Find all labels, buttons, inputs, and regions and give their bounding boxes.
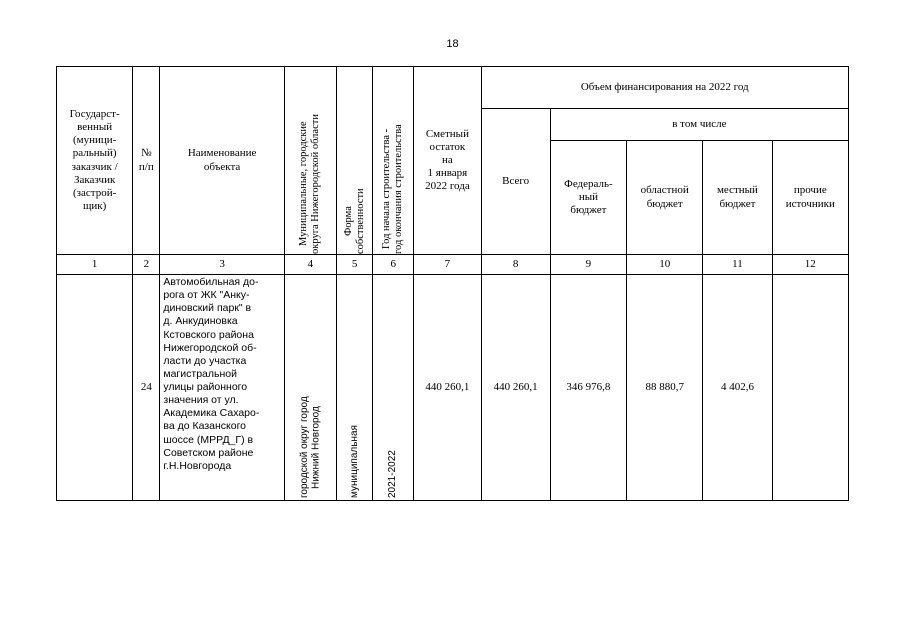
header-ownership-text: Форма собственности — [342, 187, 366, 254]
header-total: Всего — [481, 109, 550, 255]
column-number: 12 — [772, 255, 848, 275]
column-number: 2 — [133, 255, 160, 275]
column-number: 10 — [627, 255, 703, 275]
cell-customer — [57, 275, 133, 501]
column-number: 8 — [481, 255, 550, 275]
header-customer-text: Государст- венный (муници- pальный) заказчик / Заказчик (застрой- щик) — [69, 107, 120, 213]
header-object-name-text: Наименование объекта — [187, 147, 257, 173]
cell-municipality-text: городской округ город Нижний Новгород — [298, 395, 322, 498]
header-object-name — [160, 67, 284, 255]
cell-other — [772, 275, 848, 501]
header-estimate-balance — [414, 67, 481, 255]
header-other — [772, 141, 848, 255]
header-customer — [57, 67, 133, 255]
column-number: 6 — [373, 255, 414, 275]
header-number-text: № п/п — [138, 147, 154, 173]
cell-object-name: Автомобильная до- рога от ЖК "Анку- диновский парк" в д. Анкудиновка Кстовского района Нижегородской об- ласти до участка магистральной улицы районного значения от ул. Академика Сахаро- ва до Казанского шоссе (МРРД_Г) в Советском районе г.Н.Новгорода — [160, 275, 284, 501]
header-municipality — [284, 67, 336, 255]
header-funding-group: Объем финансирования на 2022 год — [481, 67, 848, 109]
header-regional-text: областной бюджет — [640, 184, 689, 210]
header-number — [133, 67, 160, 255]
column-number: 11 — [703, 255, 772, 275]
header-regional — [627, 141, 703, 255]
financing-table — [56, 66, 849, 501]
column-number: 5 — [337, 255, 373, 275]
header-local — [703, 141, 772, 255]
cell-municipality — [284, 275, 336, 501]
header-local-text: местный бюджет — [716, 184, 758, 210]
column-number: 9 — [550, 255, 626, 275]
column-number: 4 — [284, 255, 336, 275]
cell-total: 440 260,1 — [481, 275, 550, 501]
column-number: 1 — [57, 255, 133, 275]
header-municipality-text: Муниципальные, городские округа Нижегородской области — [298, 113, 322, 254]
cell-ownership — [337, 275, 373, 501]
header-years-text: Год начала строительства - год окончания строительства — [381, 123, 405, 254]
column-number-row — [57, 255, 849, 275]
table-row — [57, 275, 849, 501]
cell-years — [373, 275, 414, 501]
page-number: 18 — [446, 38, 459, 50]
column-number: 3 — [160, 255, 284, 275]
cell-number: 24 — [133, 275, 160, 501]
column-number: 7 — [414, 255, 481, 275]
cell-regional: 88 880,7 — [627, 275, 703, 501]
cell-years-text: 2021-2022 — [387, 449, 399, 498]
header-ownership — [337, 67, 373, 255]
cell-ownership-text: муниципальная — [348, 424, 360, 498]
cell-federal: 346 976,8 — [550, 275, 626, 501]
header-federal — [550, 141, 626, 255]
header-other-text: прочие источники — [785, 184, 835, 210]
header-including: в том числе — [550, 109, 848, 141]
header-years — [373, 67, 414, 255]
header-estimate-balance-text: Сметный остаток на 1 января 2022 года — [425, 127, 470, 193]
header-federal-text: Федераль- ный бюджет — [564, 177, 613, 217]
cell-local: 4 402,6 — [703, 275, 772, 501]
cell-estimate-balance: 440 260,1 — [414, 275, 481, 501]
